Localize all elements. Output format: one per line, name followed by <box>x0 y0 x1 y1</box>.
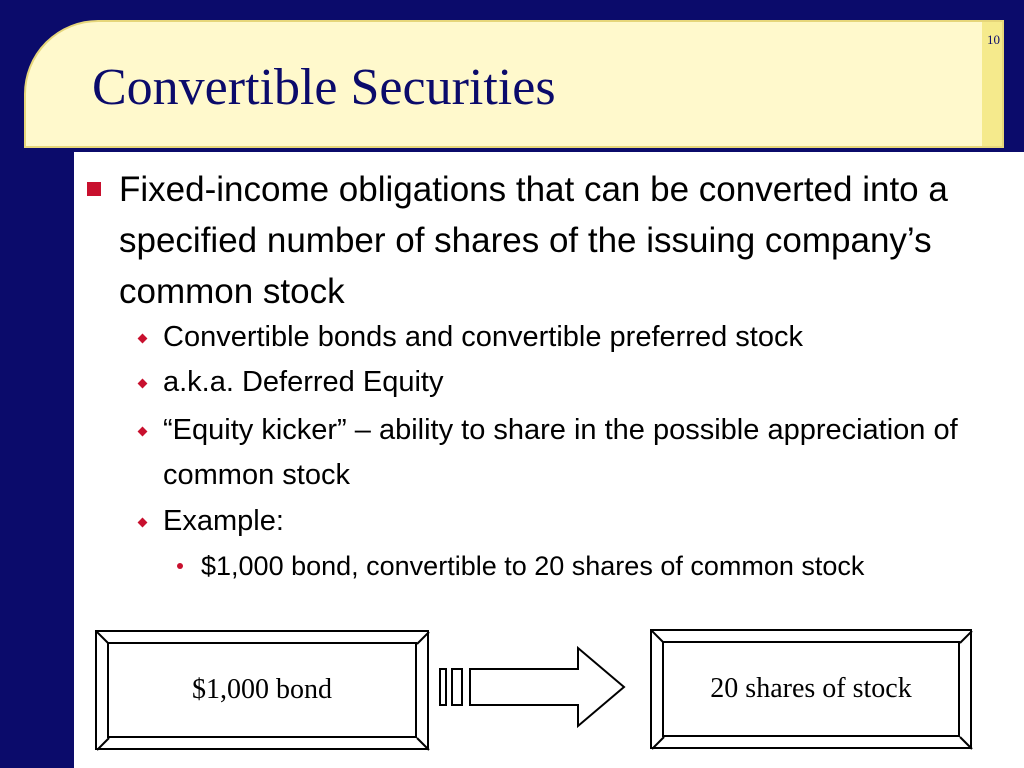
bullet-level2-text: “Equity kicker” – ability to share in the possible appreciation of common stock <box>163 414 958 491</box>
bullet-level3-text: $1,000 bond, convertible to 20 shares of common stock <box>201 551 865 581</box>
title-banner <box>24 20 1004 148</box>
right-arrow-icon <box>438 644 638 734</box>
slide-content <box>74 152 1024 768</box>
dot-bullet-icon <box>177 563 183 569</box>
bullet-level1-text: Fixed-income obligations that can be converted into a specified number of shares of the issuing company’s common stock <box>119 170 948 311</box>
diamond-bullet-icon <box>138 427 148 437</box>
diamond-bullet-icon <box>138 334 148 344</box>
bond-box <box>95 630 429 750</box>
diamond-bullet-icon <box>138 379 148 389</box>
shares-box <box>650 629 972 749</box>
shares-box-label: 20 shares of stock <box>662 641 960 737</box>
bullet-level2-text: Example: <box>163 505 284 537</box>
slide-title: Convertible Securities <box>92 59 556 116</box>
diamond-bullet-icon <box>138 518 148 528</box>
bullet-level2-text: Convertible bonds and convertible preferred stock <box>163 321 803 353</box>
slide-number: 10 <box>987 32 1000 47</box>
bond-box-label: $1,000 bond <box>107 642 417 738</box>
bullet-level2-text: a.k.a. Deferred Equity <box>163 366 444 398</box>
square-bullet-icon <box>87 182 101 196</box>
